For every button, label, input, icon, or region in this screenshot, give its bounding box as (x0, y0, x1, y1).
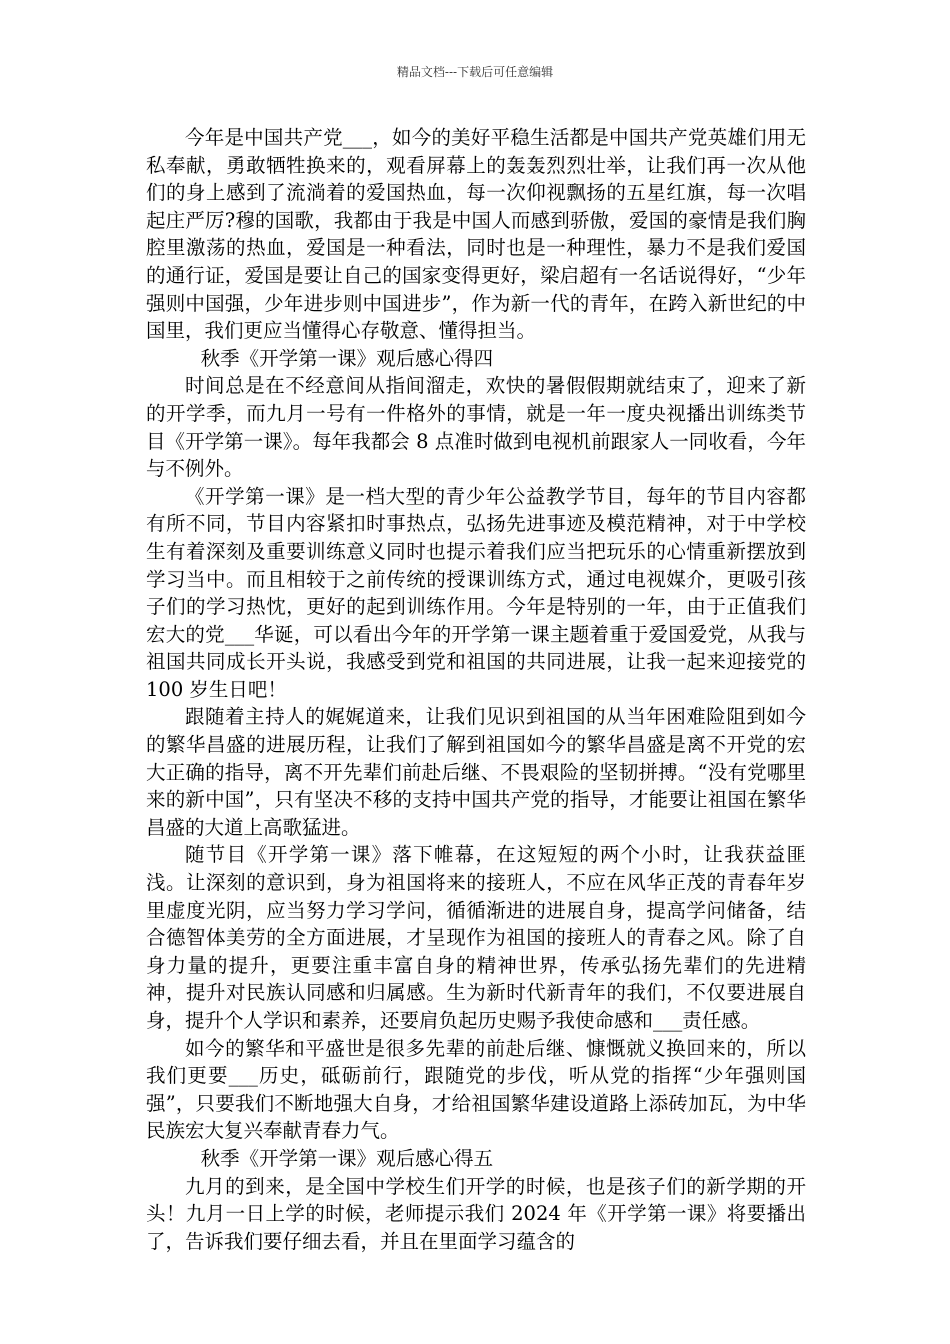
paragraph: 《开学第一课》是一档大型的青少年公益教学节目，每年的节目内容都有所不同，节目内容紧扣时事热点，弘扬先进事迹及模范精神，对于中学校生有着深刻及重要训练意义同时也提示着我们应当把玩乐的心情重新摆放到学习当中。而且相较于之前传统的授课训练方式，通过电视媒介，更吸引孩子们的学习热忱，更好的起到训练作用。今年是特别的一年，由于正值我们宏大的党___华诞，可以看出今年的开学第一课主题着重于爱国爱党，从我与祖国共同成长开头说，我感受到党和祖国的共同进展，让我一起来迎接党的 100 岁生日吧！ (146, 484, 806, 701)
paragraph: 跟随着主持人的娓娓道来，让我们见识到祖国的从当年困难险阻到如今的繁华昌盛的进展历程，让我们了解到祖国如今的繁华昌盛是离不开党的宏大正确的指导，离不开先辈们前赴后继、不畏艰险的坚韧拼搏。“没有党哪里来的新中国”，只有坚决不移的支持中国共产党的指导，才能要让祖国在繁华昌盛的大道上高歌猛进。 (146, 705, 806, 839)
section-heading: 秋季《开学第一课》观后感心得五 (200, 1146, 494, 1170)
paragraph: 随节目《开学第一课》落下帷幕，在这短短的两个小时，让我获益匪浅。让深刻的意识到，身为祖国将来的接班人，不应在风华正茂的青春年岁里虚度光阴，应当努力学习学问，循循渐进的进展自身，提高学问储备，结合德智体美劳的全方面进展，才呈现作为祖国的接班人的青春之风。除了自身力量的提升，更要注重丰富自身的精神世界，传承弘扬先辈们的先进精神，提升对民族认同感和归属感。生为新时代新青年的我们，不仅要进展自身，提升个人学识和素养，还要肩负起历史赐予我使命感和___责任感。 (146, 843, 806, 1032)
paragraph: 今年是中国共产党___，如今的美好平稳生活都是中国共产党英雄们用无私奉献，勇敢牺牲换来的，观看屏幕上的轰轰烈烈壮举，让我们再一次从他们的身上感到了流淌着的爱国热血，每一次仰视飘扬的五星红旗，每一次唱起庄严厉?穆的国歌，我都由于我是中国人而感到骄傲，爱国的豪情是我们胸腔里激荡的热血，爱国是一种看法，同时也是一种理性，暴力不是我们爱国的通行证，爱国是要让自己的国家变得更好，梁启超有一名话说得好，“少年强则中国强，少年进步则中国进步”，作为新一代的青年，在跨入新世纪的中国里，我们更应当懂得心存敬意、懂得担当。 (146, 126, 806, 343)
document-body (146, 124, 806, 1255)
paragraph: 如今的繁华和平盛世是很多先辈的前赴后继、慷慨就义换回来的，所以我们更要___历史，砥砺前行，跟随党的步伐，听从党的指挥“少年强则国强”，只要我们不断地强大自身，才给祖国繁华建设道路上添砖加瓦，为中华民族宏大复兴奉献青春力气。 (146, 1036, 806, 1143)
page-header: 精品文档---下载后可任意编辑 (396, 65, 554, 79)
paragraph: 时间总是在不经意间从指间溜走，欢快的暑假假期就结束了，迎来了新的开学季，而九月一号有一件格外的事情，就是一年一度央视播出训练类节目《开学第一课》。每年我都会 8 点准时做到电视机前跟家人一同收看，今年与不例外。 (146, 374, 806, 481)
section-heading: 秋季《开学第一课》观后感心得四 (200, 346, 494, 370)
paragraph: 九月的到来，是全国中学校生们开学的时候，也是孩子们的新学期的开头！九月一日上学的时候，老师提示我们 2024 年《开学第一课》将要播出了，告诉我们要仔细去看，并且在里面学习蕴含的 (146, 1174, 806, 1253)
